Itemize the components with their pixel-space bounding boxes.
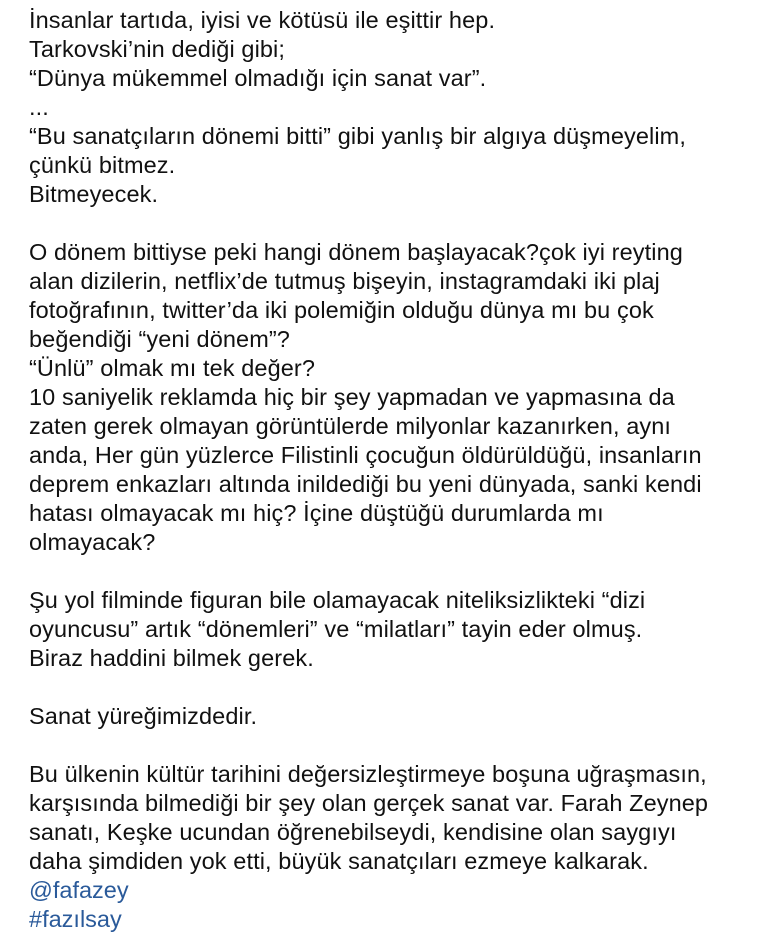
caption-line: olmayacak?	[29, 529, 156, 555]
paragraph-2	[29, 238, 764, 557]
caption-line: 10 saniyelik reklamda hiç bir şey yapmadan ve yapmasına da	[29, 384, 675, 410]
caption-line: karşısında bilmediği bir şey olan gerçek sanat var. Farah Zeynep	[29, 790, 709, 816]
caption-line: “Ünlü” olmak mı tek değer?	[29, 355, 316, 381]
caption-line: oyuncusu” artık “dönemleri” ve “milatları” tayin eder olmuş.	[29, 616, 643, 642]
mention-link[interactable]: @fafazey	[29, 877, 129, 903]
post-caption	[29, 6, 764, 934]
paragraph-5	[29, 760, 764, 876]
caption-line: hatası olmayacak mı hiç? İçine düştüğü durumlarda mı	[29, 500, 604, 526]
caption-line: alan dizilerin, netflix’de tutmuş bişeyin, instagramdaki iki plaj	[29, 268, 660, 294]
paragraph-gap	[29, 557, 764, 586]
paragraph-gap	[29, 209, 764, 238]
caption-line: Şu yol filminde figuran bile olamayacak niteliksizlikteki “dizi	[29, 587, 646, 613]
paragraph-gap	[29, 673, 764, 702]
caption-line: Tarkovski’nin dediği gibi;	[29, 36, 286, 62]
caption-line: daha şimdiden yok etti, büyük sanatçıları ezmeye kalkarak.	[29, 848, 649, 874]
paragraph-3	[29, 586, 764, 673]
caption-line: Biraz haddini bilmek gerek.	[29, 645, 314, 671]
paragraph-1	[29, 6, 764, 209]
caption-line: deprem enkazları altında inildediği bu yeni dünyada, sanki kendi	[29, 471, 702, 497]
caption-line: Bu ülkenin kültür tarihini değersizleştirmeye boşuna uğraşmasın,	[29, 761, 707, 787]
caption-line: “Bu sanatçıların dönemi bitti” gibi yanlış bir algıya düşmeyelim,	[29, 123, 686, 149]
caption-line: çünkü bitmez.	[29, 152, 176, 178]
caption-line: İnsanlar tartıda, iyisi ve kötüsü ile eşittir hep.	[29, 7, 496, 33]
caption-line: Bitmeyecek.	[29, 181, 159, 207]
caption-line: “Dünya mükemmel olmadığı için sanat var”.	[29, 65, 487, 91]
caption-line: sanatı, Keşke ucundan öğrenebilseydi, kendisine olan saygıyı	[29, 819, 677, 845]
paragraph-4	[29, 702, 764, 731]
caption-line: Sanat yüreğimizdedir.	[29, 703, 258, 729]
caption-line: O dönem bittiyse peki hangi dönem başlayacak?çok iyi reyting	[29, 239, 683, 265]
paragraph-gap	[29, 731, 764, 760]
caption-line: zaten gerek olmayan görüntülerde milyonlar kazanırken, aynı	[29, 413, 672, 439]
caption-line: fotoğrafının, twitter’da iki polemiğin olduğu dünya mı bu çok	[29, 297, 654, 323]
hashtag-link[interactable]: #fazılsay	[29, 906, 122, 932]
caption-line: anda, Her gün yüzlerce Filistinli çocuğun öldürüldüğü, insanların	[29, 442, 702, 468]
caption-line: beğendiği “yeni dönem”?	[29, 326, 290, 352]
caption-line: ...	[29, 94, 49, 120]
